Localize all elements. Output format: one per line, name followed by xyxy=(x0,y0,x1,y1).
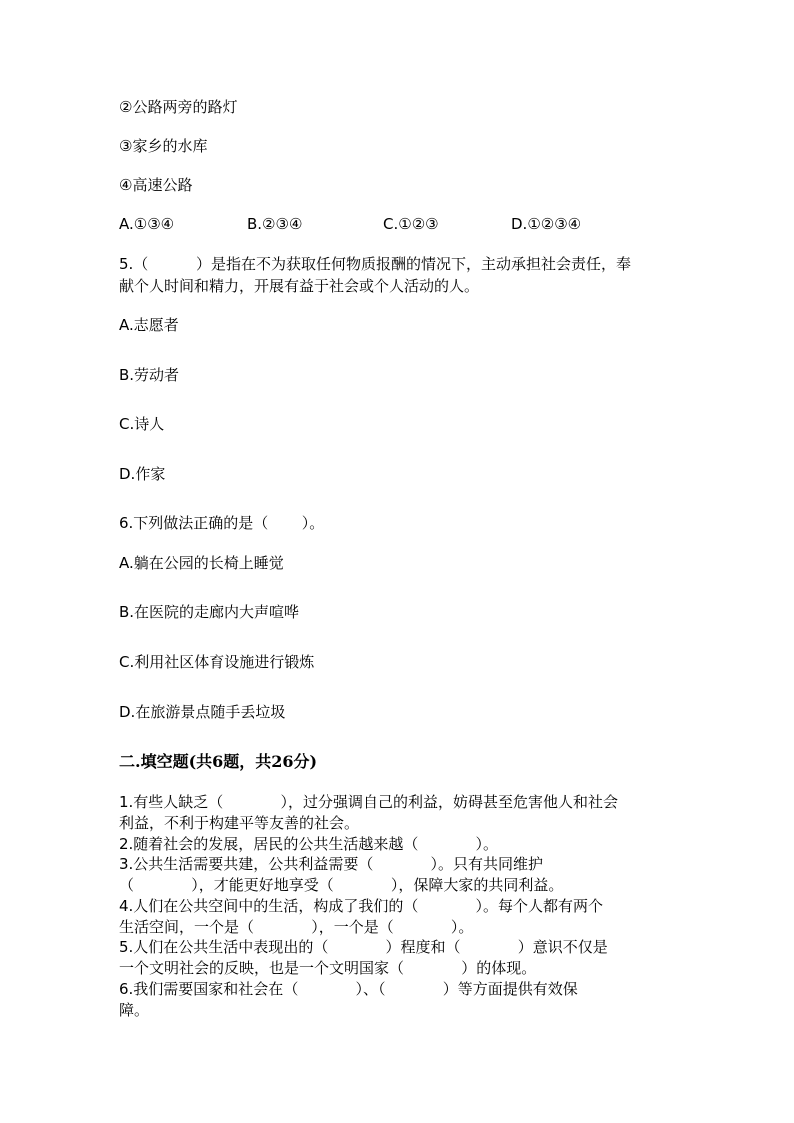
fill-line-2: 利益，不利于构建平等友善的社会。 xyxy=(119,814,360,832)
q5-option-b: B.劳动者 xyxy=(119,366,180,384)
fill-line-4: 3.公共生活需要共建，公共利益需要（ ）。只有共同维护 xyxy=(119,855,544,873)
q4-option-b: B.②③④ xyxy=(247,215,303,233)
fill-line-1: 1.有些人缺乏（ ），过分强调自己的利益，妨碍甚至危害他人和社会 xyxy=(119,793,619,811)
q5-option-d: D.作家 xyxy=(119,465,166,483)
q6-stem: 6.下列做法正确的是（ ）。 xyxy=(119,514,325,532)
q6-option-c: C.利用社区体育设施进行锻炼 xyxy=(119,653,315,671)
q6-option-a: A.躺在公园的长椅上睡觉 xyxy=(119,554,284,572)
q5-stem-line-2: 献个人时间和精力，开展有益于社会或个人活动的人。 xyxy=(119,277,480,295)
q5-option-c: C.诗人 xyxy=(119,415,165,433)
section-2-title: 二.填空题(共6题，共26分) xyxy=(119,752,318,771)
q5-stem-line-1: 5.（ ）是指在不为获取任何物质报酬的情况下，主动承担社会责任，奉 xyxy=(119,255,631,273)
q6-option-b: B.在医院的走廊内大声喧哗 xyxy=(119,603,300,621)
q4-option-d: D.①②③④ xyxy=(511,215,582,233)
fill-line-3: 2.随着社会的发展，居民的公共生活越来越（ ）。 xyxy=(119,835,499,853)
fill-line-5: （ ），才能更好地享受（ ），保障大家的共同利益。 xyxy=(119,876,564,894)
fill-line-11: 障。 xyxy=(119,1001,150,1019)
q4-item-3: ③家乡的水库 xyxy=(119,137,208,155)
q4-item-2: ②公路两旁的路灯 xyxy=(119,98,238,116)
fill-line-7: 生活空间，一个是（ ），一个是（ ）。 xyxy=(119,918,474,936)
q4-item-4: ④高速公路 xyxy=(119,176,193,194)
q4-option-a: A.①③④ xyxy=(119,215,175,233)
fill-line-10: 6.我们需要国家和社会在（ ）、（ ）等方面提供有效保 xyxy=(119,980,578,998)
q5-option-a: A.志愿者 xyxy=(119,316,179,334)
q6-option-d: D.在旅游景点随手丢垃圾 xyxy=(119,703,286,721)
fill-line-8: 5.人们在公共生活中表现出的（ ）程度和（ ）意识不仅是 xyxy=(119,938,608,956)
q4-option-c: C.①②③ xyxy=(383,215,439,233)
fill-line-6: 4.人们在公共空间中的生活，构成了我们的（ ）。每个人都有两个 xyxy=(119,897,604,915)
fill-line-9: 一个文明社会的反映，也是一个文明国家（ ）的体现。 xyxy=(119,959,537,977)
